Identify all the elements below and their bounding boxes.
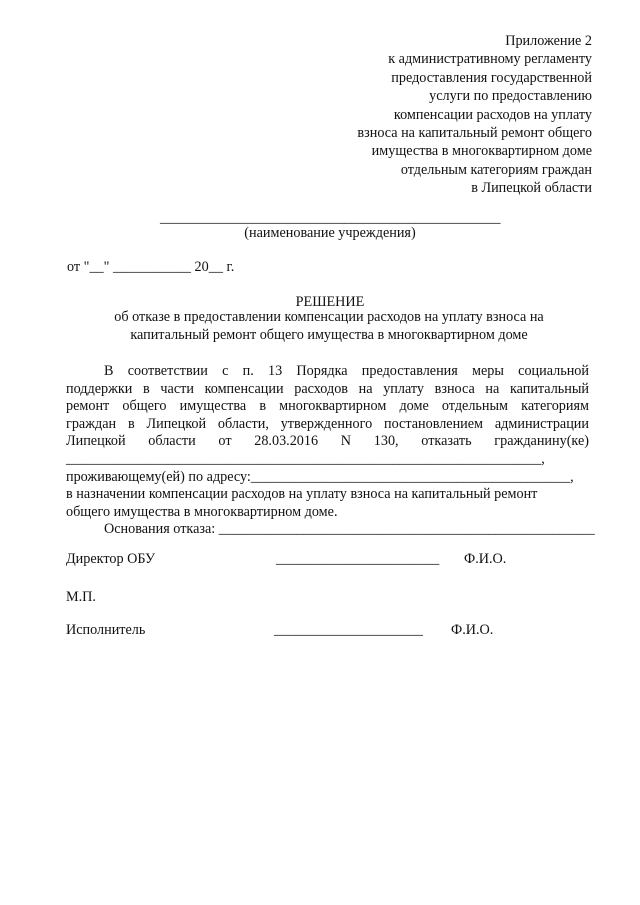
director-fio: Ф.И.О. [464,551,507,567]
subtitle-line: об отказе в предоставлении компенсации расходов на уплату взноса на [114,309,544,325]
appendix-line: в Липецкой области [471,180,592,197]
body-line: общего имущества в многоквартирном доме. [66,503,338,520]
appendix-line: отдельным категориям граждан [400,161,592,178]
refusal-grounds-line: Основания отказа: _____________________________________________________ [104,521,595,538]
body-line: Липецкой области от 28.03.2016 N 130, отказать гражданину(ке) [66,433,589,450]
body-line: В соответствии с п. 13 Порядка предоставления меры социальной [104,363,589,379]
document-title: РЕШЕНИЕ [295,294,365,310]
institution-caption: (наименование учреждения) [244,225,416,241]
body-line: поддержки в части компенсации расходов на уплату взноса на капитальный [66,380,589,397]
citizen-name-blank: ___________________________________________________________________, [66,450,545,467]
institution-name-blank: ________________________________________________ [160,210,501,226]
body-line: ремонт общего имущества в многоквартирном доме отдельным категориям [66,398,589,415]
body-line: в назначении компенсации расходов на уплату взноса на капитальный ремонт [66,486,538,503]
executor-label: Исполнитель [66,622,146,638]
decision-body [66,363,595,539]
appendix-line: предоставления государственной [391,69,592,86]
director-label: Директор ОБУ [66,551,156,567]
appendix-line: услуги по предоставлению [429,88,592,105]
appendix-line: компенсации расходов на уплату [393,106,592,123]
director-signature-blank: _______________________ [276,551,440,567]
appendix-header [357,32,592,198]
date-line: от "__" ___________ 20__ г. [67,259,235,275]
stamp-place: М.П. [66,589,96,605]
document-subtitle [64,309,594,344]
appendix-line: взноса на капитальный ремонт общего [357,125,592,142]
address-line: проживающему(ей) по адресу:_____________________________________________, [66,468,574,485]
executor-signature-row [66,622,586,642]
executor-signature-blank: _____________________ [274,622,423,638]
appendix-line: Приложение 2 [505,33,592,49]
executor-fio: Ф.И.О. [451,622,494,638]
appendix-line: к административному регламенту [388,51,592,68]
subtitle-line: капитальный ремонт общего имущества в многоквартирном доме [130,326,528,343]
body-line: граждан в Липецкой области, утвержденного постановлением администрации [66,415,589,432]
appendix-line: имущества в многоквартирном доме [371,143,592,160]
director-signature-row [66,551,586,571]
